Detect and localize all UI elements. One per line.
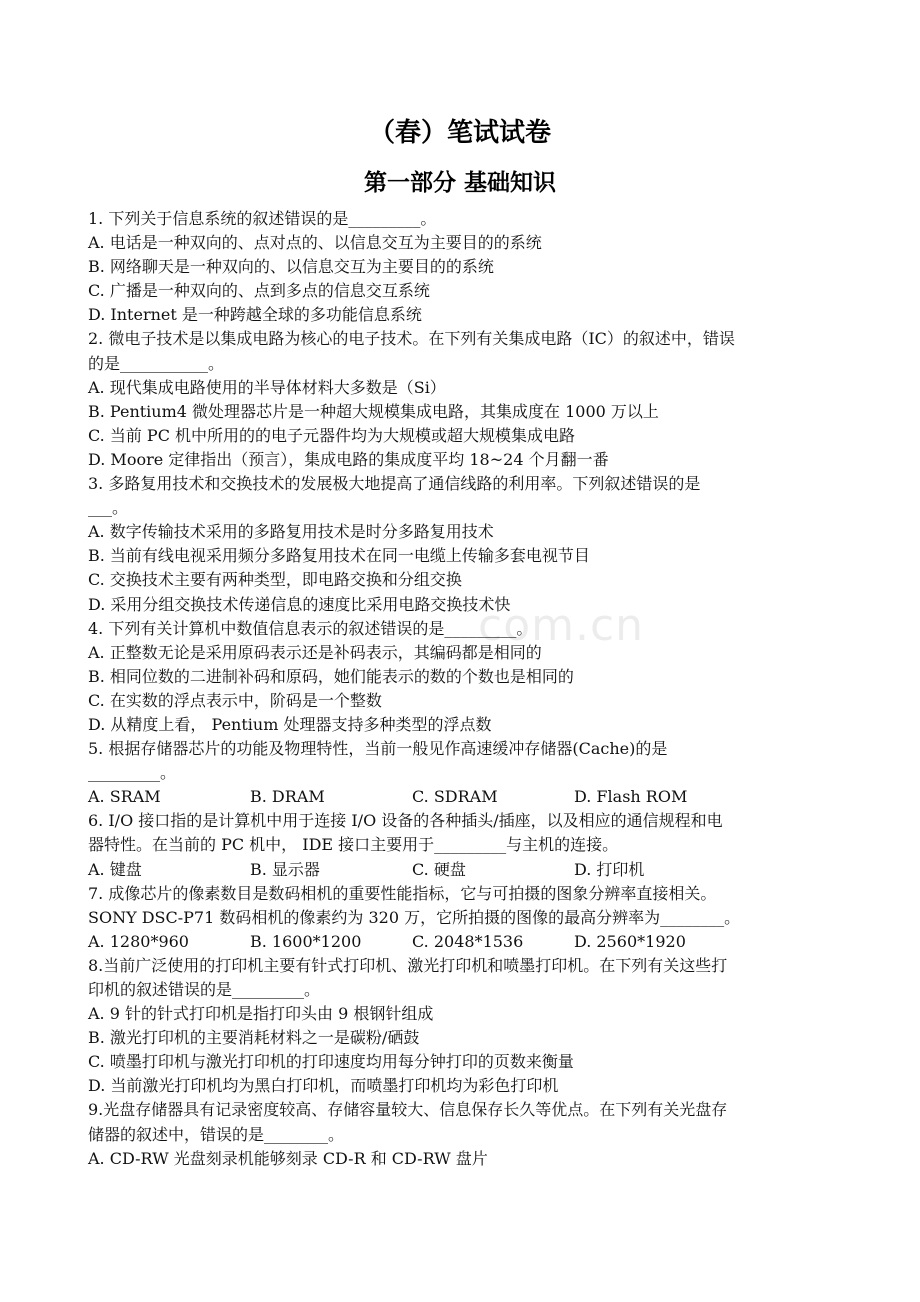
option-d: D. 打印机 [574, 859, 645, 879]
option-text: C. 喷墨打印机与激光打印机的打印速度均用每分钟打印的页数来衡量 [88, 1052, 574, 1072]
option-b: B. 显示器 [250, 859, 320, 879]
option-a: A. SRAM [88, 787, 161, 807]
option-text: D. 从精度上看， Pentium 处理器支持多种类型的浮点数 [88, 714, 492, 734]
question-text: 1. 下列关于信息系统的叙述错误的是_________。 [88, 209, 437, 228]
question-text: 5. 根据存储器芯片的功能及物理特性，当前一般见作高速缓冲存储器(Cache)的是 [88, 739, 668, 759]
option-c: C. SDRAM [412, 787, 498, 807]
question-text: 3. 多路复用技术和交换技术的发展极大地提高了通信线路的利用率。下列叙述错误的是 [88, 474, 701, 494]
option-b: B. 1600*1200 [250, 931, 362, 951]
question-text: 7. 成像芯片的像素数目是数码相机的重要性能指标，它与可拍摄的图象分辨率直接相关。 [88, 883, 717, 903]
option-text: D. 采用分组交换技术传递信息的速度比采用电路交换技术快 [88, 594, 511, 614]
option-text: A. 电话是一种双向的、点对点的、以信息交互为主要目的的系统 [88, 233, 542, 253]
question-text: 6. I/O 接口指的是计算机中用于连接 I/O 设备的各种插头/插座，以及相应的通信规程和电 [88, 811, 723, 831]
option-text: B. Pentium4 微处理器芯片是一种超大规模集成电路，其集成度在 1000 万以上 [88, 401, 659, 421]
option-text: A. 正整数无论是采用原码表示还是补码表示，其编码都是相同的 [88, 642, 542, 662]
options-row [88, 858, 838, 882]
question-text: 的是___________。 [88, 353, 225, 373]
option-a: A. 1280*960 [88, 931, 189, 951]
option-text: D. Internet 是一种跨越全球的多功能信息系统 [88, 305, 422, 325]
option-text: C. 在实数的浮点表示中，阶码是一个整数 [88, 690, 382, 710]
option-text: B. 相同位数的二进制补码和原码，她们能表示的数的个数也是相同的 [88, 666, 574, 686]
option-text: B. 当前有线电视采用频分多路复用技术在同一电缆上传输多套电视节目 [88, 546, 590, 566]
option-text: B. 激光打印机的主要消耗材料之一是碳粉/硒鼓 [88, 1028, 420, 1048]
question-text: 4. 下列有关计算机中数值信息表示的叙述错误的是_________。 [88, 618, 533, 638]
option-text: D. 当前激光打印机均为黑白打印机，而喷墨打印机均为彩色打印机 [88, 1076, 559, 1096]
question-text: 器特性。在当前的 PC 机中， IDE 接口主要用于_________与主机的连接。 [88, 835, 619, 855]
option-text: A. 数字传输技术采用的多路复用技术是时分多路复用技术 [88, 522, 494, 542]
section-title: 第一部分 基础知识 [363, 170, 556, 196]
question-text: SONY DSC-P71 数码相机的像素约为 320 万，它所拍摄的图像的最高分辨率为________。 [88, 907, 741, 927]
options-row [88, 785, 838, 809]
question-text: 8.当前广泛使用的打印机主要有针式打印机、激光打印机和喷墨打印机。在下列有关这些打 [88, 955, 728, 975]
option-text: A. CD-RW 光盘刻录机能够刻录 CD-R 和 CD-RW 盘片 [88, 1148, 488, 1168]
option-text: A. 9 针的针式打印机是指打印头由 9 根钢针组成 [88, 1004, 434, 1024]
page-title: （春）笔试试卷 [368, 118, 551, 148]
option-d: D. 2560*1920 [574, 931, 686, 951]
options-row [88, 930, 838, 954]
option-text: C. 交换技术主要有两种类型，即电路交换和分组交换 [88, 570, 462, 590]
option-c: C. 硬盘 [412, 859, 466, 879]
option-b: B. DRAM [250, 787, 325, 807]
question-body [88, 207, 838, 1171]
question-text: 2. 微电子技术是以集成电路为核心的电子技术。在下列有关集成电路（IC）的叙述中，错误 [88, 329, 735, 349]
option-text: A. 现代集成电路使用的半导体材料大多数是（Si） [88, 377, 446, 397]
option-text: B. 网络聊天是一种双向的、以信息交互为主要目的的系统 [88, 257, 494, 277]
option-text: C. 广播是一种双向的、点到多点的信息交互系统 [88, 281, 430, 301]
option-a: A. 键盘 [88, 859, 142, 879]
watermark: com.cn [478, 600, 645, 651]
question-text: 储器的叙述中，错误的是________。 [88, 1124, 345, 1144]
question-text: 印机的叙述错误的是_________。 [88, 980, 321, 999]
option-text: D. Moore 定律指出（预言），集成电路的集成度平均 18~24 个月翻一番 [88, 449, 609, 469]
option-c: C. 2048*1536 [412, 931, 524, 951]
question-text: 9.光盘存储器具有记录密度较高、存储容量较大、信息保存长久等优点。在下列有关光盘存 [88, 1100, 728, 1120]
question-text: _________。 [88, 763, 177, 783]
option-d: D. Flash ROM [574, 787, 688, 807]
option-text: C. 当前 PC 机中所用的的电子元器件均为大规模或超大规模集成电路 [88, 425, 576, 445]
question-text: ___。 [88, 498, 129, 518]
